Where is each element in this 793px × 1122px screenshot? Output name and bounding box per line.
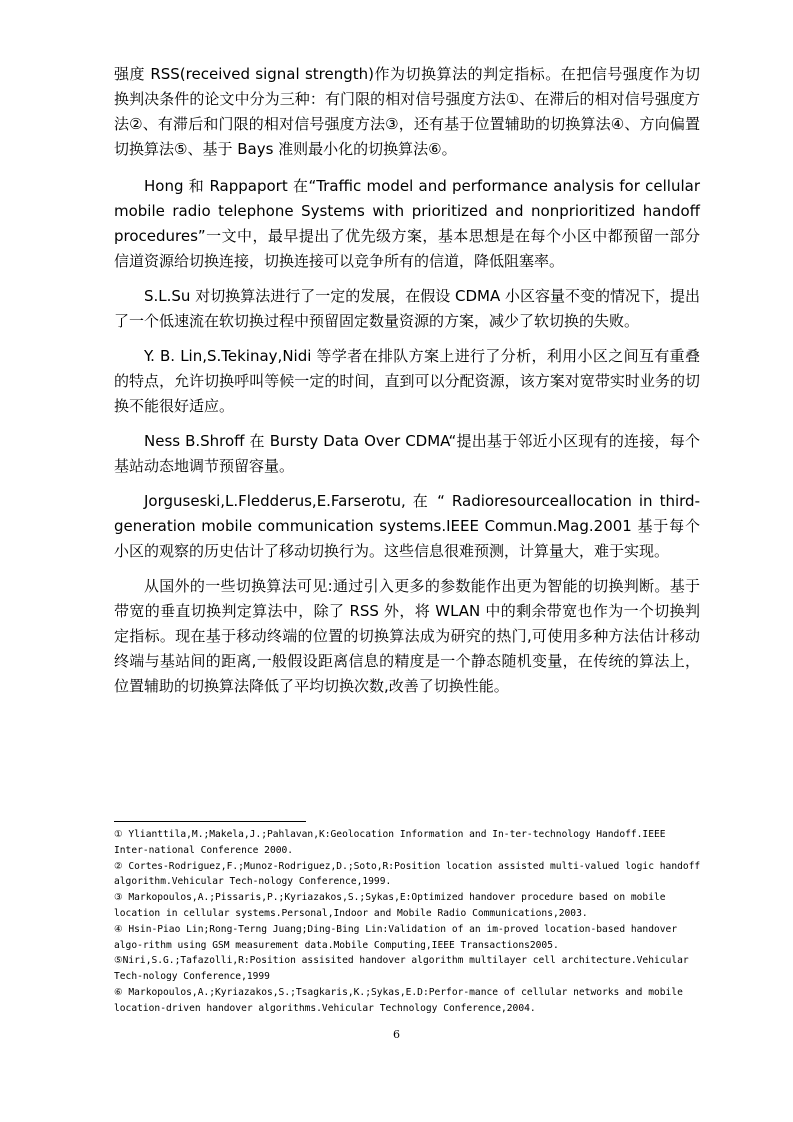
paragraph-rss-methods: 强度 RSS(received signal strength)作为切换算法的判定指标。在把信号强度作为切换判决条件的论文中分为三种：有门限的相对信号强度方法①、在滞后的相对信号强度方法②、有滞后和门限的相对信号强度方法③，还有基于位置辅助的切换算法④、方向偏置切换算法⑤、基于 Bays 准则最小化的切换算法⑥。 (114, 65, 700, 158)
paragraph-lin: Y. B. Lin,S.Tekinay,Nidi 等学者在排队方案上进行了分析，利用小区之间互有重叠的特点，允许切换呼叫等候一定的时间，直到可以分配资源，该方案对宽带实时业务的切换不能很好适应。 (114, 347, 700, 415)
body-text (114, 62, 700, 709)
footnote-1: ① Ylianttila,M.;Makela,J.;Pahlavan,K:Geolocation Information and In-ter-technology Handoff.IEEE Inter-national Conference 2000. (114, 829, 666, 856)
footnotes (114, 827, 704, 1017)
footnote-2: ② Cortes-Rodriguez,F.;Munoz-Rodriguez,D.;Soto,R:Position location assisted multi-valued logic handoff algorithm.Vehicular Tech-nology Conference,1999. (114, 860, 701, 888)
footnote-3: ③ Markopoulos,A.;Pissaris,P.;Kyriazakos,S.;Sykas,E:Optimized handover procedure based on mobile location in cellular systems.Personal,Indoor and Mobile Radio Communications,2003. (114, 892, 666, 919)
paragraph-hong-rappaport: Hong 和 Rappaport 在“Traffic model and performance analysis for cellular mobile radio telephone Systems with prioritized and nonprioritized handoff procedures”一文中，最早提出了优先级方案，基本思想是在每个小区中都预留一部分信道资源给切换连接，切换连接可以竞争所有的信道，降低阻塞率。 (114, 177, 700, 270)
paragraph-jorguseski: Jorguseski,L.Fledderus,E.Farserotu, 在 “ Radioresourceallocation in third-generation mobile communication systems.IEEE Commun.Mag.2001 基于每个小区的观察的历史估计了移动切换行为。这些信息很难预测，计算量大，难于实现。 (114, 492, 700, 560)
paragraph-su: S.L.Su 对切换算法进行了一定的发展，在假设 CDMA 小区容量不变的情况下，提出了一个低速流在软切换过程中预留固定数量资源的方案，减少了软切换的失败。 (114, 287, 700, 330)
footnote-4: ④ Hsin-Piao Lin;Rong-Terng Juang;Ding-Bing Lin:Validation of an im-proved location-based handover algo-rithm using GSM measurement data.Mobile Computing,IEEE Transactions2005. (114, 923, 678, 951)
footnote-5: ⑤Niri,S.G.;Tafazolli,R:Position assisited handover algorithm multilayer cell architecture.Vehicular Tech-nology Conference,1999 (114, 955, 689, 983)
footnote-6: ⑥ Markopoulos,A.;Kyriazakos,S.;Tsagkaris,K.;Sykas,E.D:Perfor-mance of cellular networks and mobile location-driven handover algorithms.Vehicular Technology Conference,2004. (114, 986, 683, 1014)
page-number: 6 (393, 1028, 400, 1041)
paragraph-summary: 从国外的一些切换算法可见:通过引入更多的参数能作出更为智能的切换判断。基于带宽的垂直切换判定算法中，除了 RSS 外，将 WLAN 中的剩余带宽也作为一个切换判定指标。现在基于移动终端的位置的切换算法成为研究的热门,可使用多种方法估计移动终端与基站间的距离,一般假设距离信息的精度是一个静态随机变量，在传统的算法上，位置辅助的切换算法降低了平均切换次数,改善了切换性能。 (114, 577, 700, 695)
paragraph-shroff: Ness B.Shroff 在 Bursty Data Over CDMA“提出基于邻近小区现有的连接，每个基站动态地调节预留容量。 (114, 432, 700, 475)
footnote-divider (114, 821, 306, 822)
